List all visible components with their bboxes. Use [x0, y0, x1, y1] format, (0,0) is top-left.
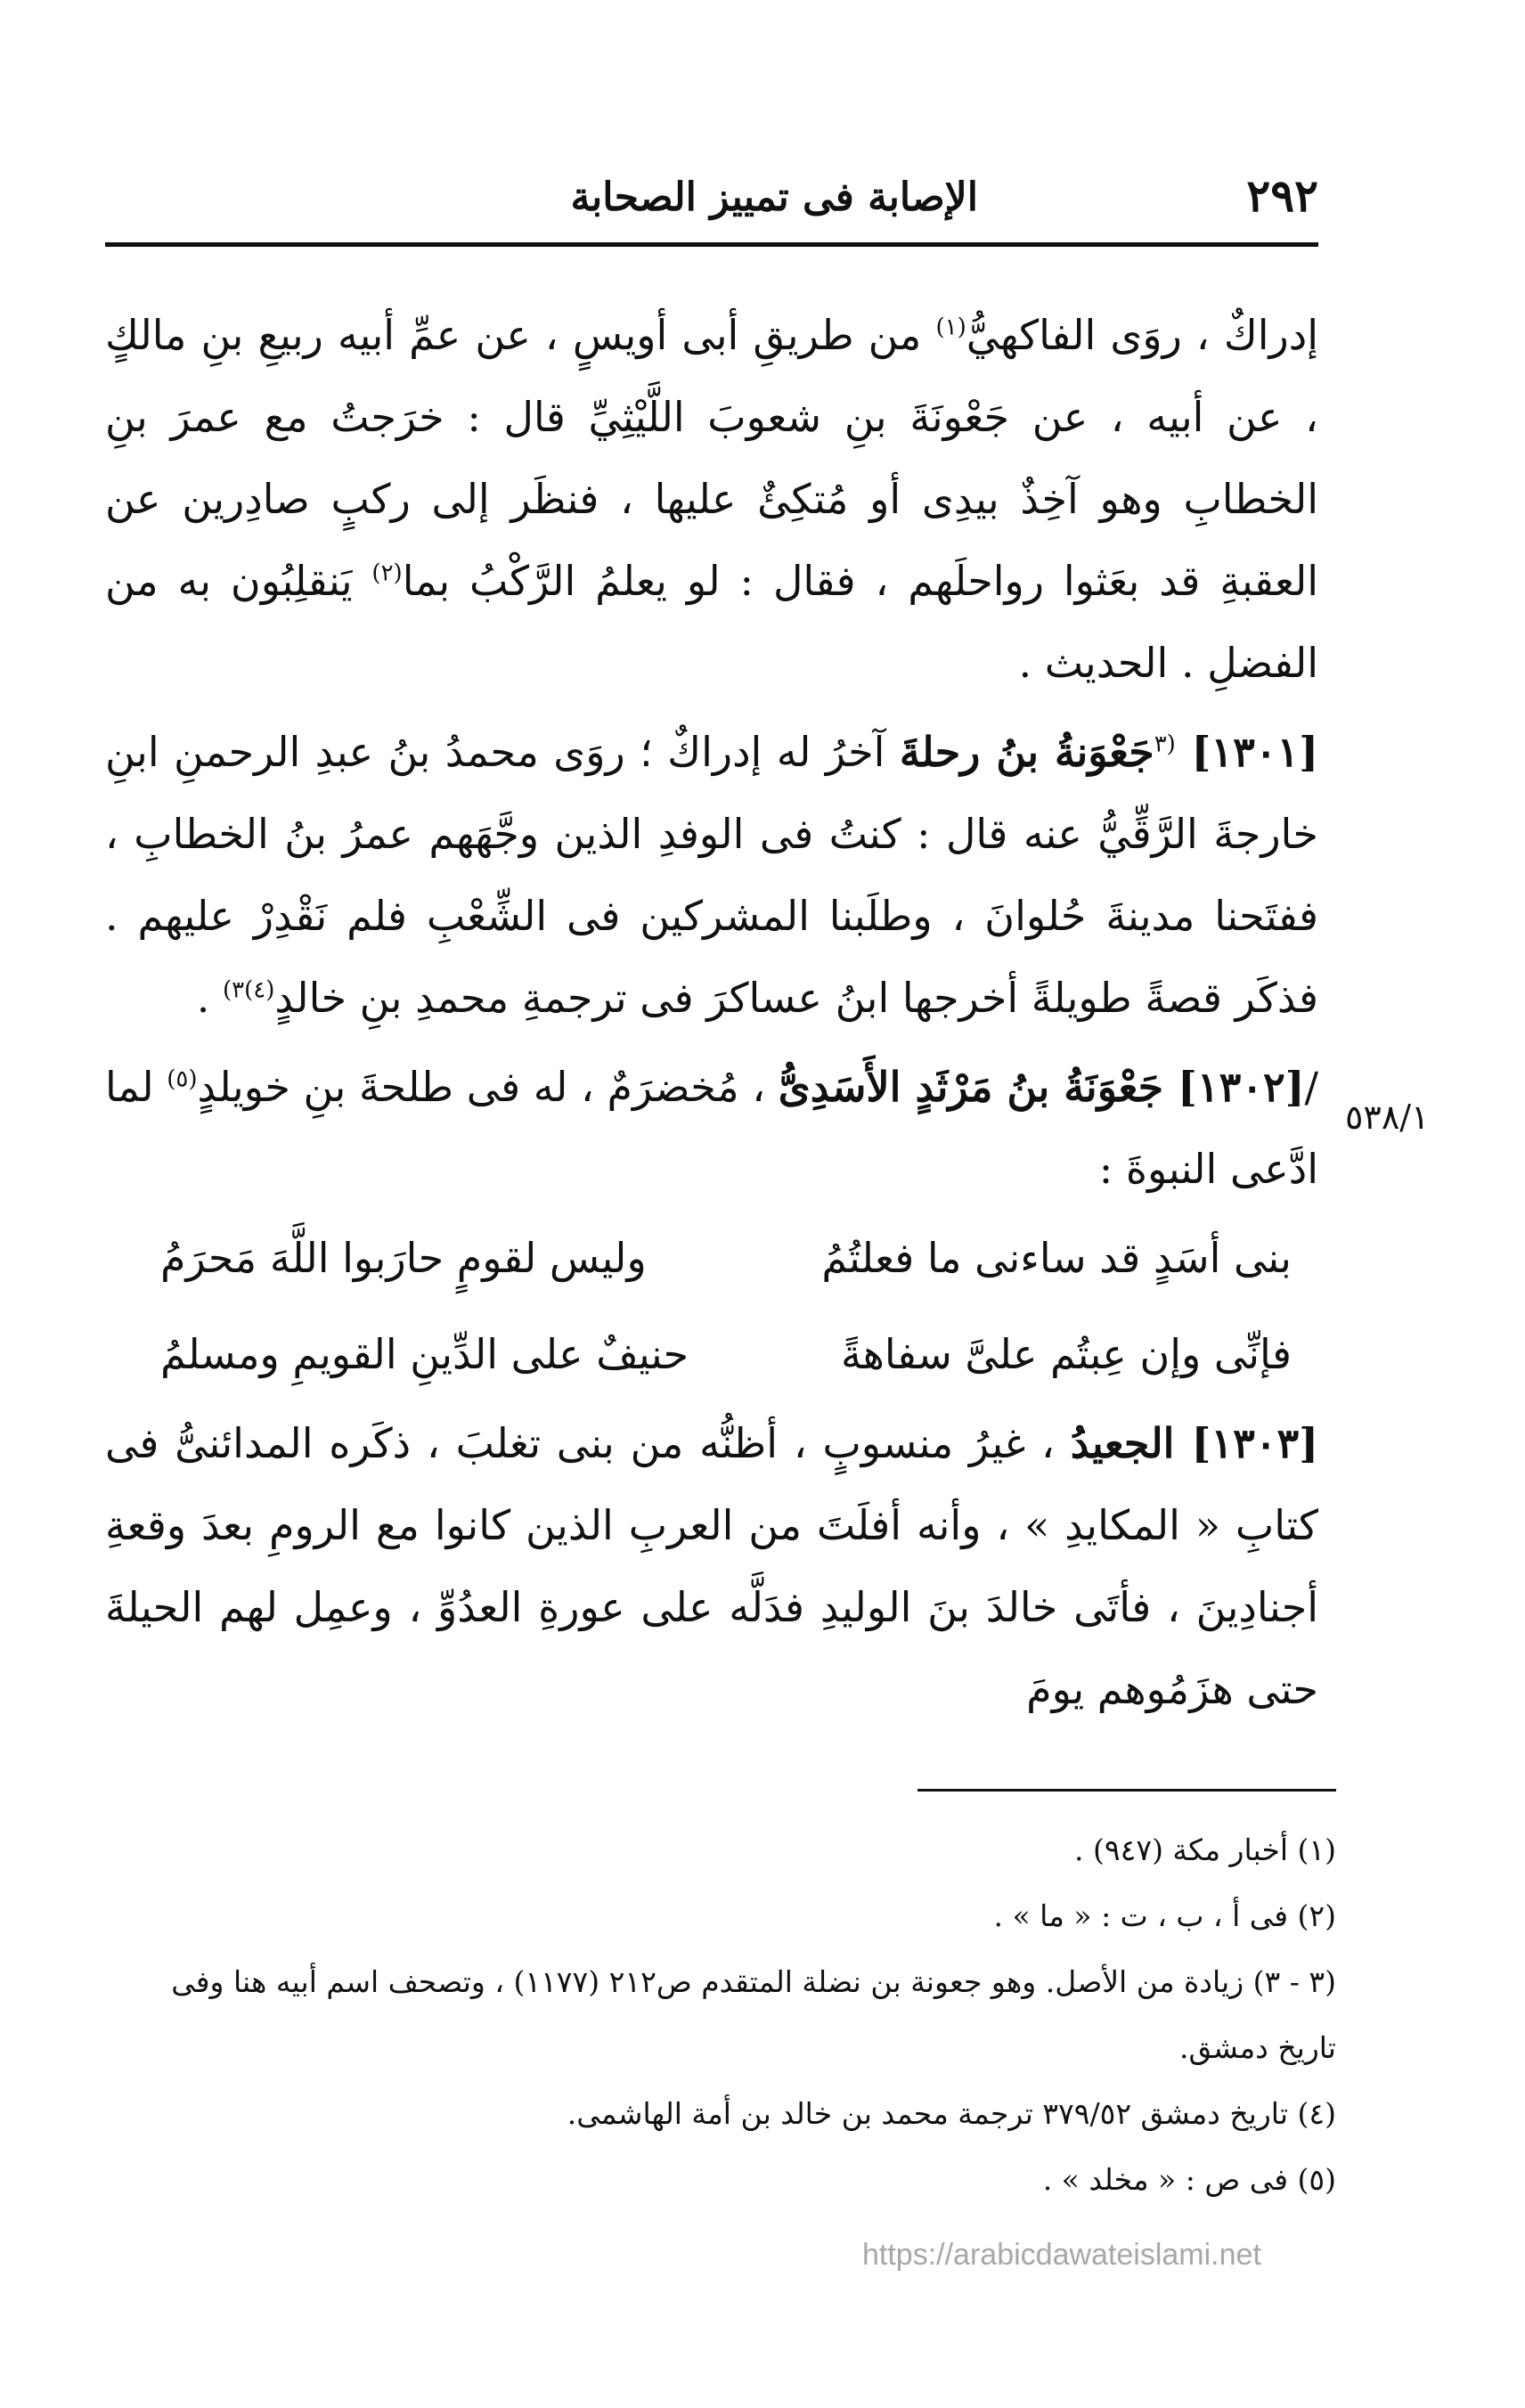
text-run: يَنقلِبُون به من الفضلِ . الحديث . — [105, 557, 1318, 687]
entry-heading: [١٣٠٢] جَعْوَنَةُ بنُ مَرْثَدٍ الأَسَدِىُّ — [778, 1063, 1305, 1111]
text-run: ، غيرُ منسوبٍ ، أظنُّه من بنى تغلبَ ، ذكَره المدائنىُّ فى كتابِ « المكايدِ » ، وأنه أفلَتَ من العربِ الذين كانوا مع الرومِ بعدَ وقعةِ أجنادِينَ ، فأتَى خالدَ بنَ الوليدِ فدَلَّه على عورةِ العدُوِّ ، وعمِل لهم الحيلةَ حتى هزَمُوهم يومَ — [105, 1419, 1318, 1713]
verse-first-hemistich: فإنِّى وإن عِبتُم علىَّ سفاهةً — [841, 1330, 1292, 1378]
footnote-rule — [917, 1789, 1336, 1792]
verse-second-hemistich: وليس لقومٍ حارَبوا اللَّهَ مَحرَمُ — [160, 1234, 647, 1282]
watermark-url: https://arabicdawateislami.net — [862, 2238, 1261, 2272]
footnote: (٤) تاريخ دمشق ٣٧٩/٥٢ ترجمة محمد بن خالد بن أمة الهاشمى. — [567, 2096, 1336, 2131]
main-text — [105, 294, 1318, 1730]
entry-1302 — [105, 1046, 1318, 1210]
verse-second-hemistich: حنيفٌ على الدِّينِ القويمِ ومسلمُ — [160, 1330, 689, 1378]
footnote-marker: (٣ — [1154, 731, 1176, 758]
paragraph — [105, 294, 1318, 704]
text-run: ، مُخضرَمٌ ، له فى طلحةَ بنِ خويلدٍ — [197, 1063, 779, 1111]
footnote-marker: (٤)٣) — [223, 976, 275, 1004]
verse-first-hemistich: بنى أسَدٍ قد ساءنى ما فعلتُمُ — [821, 1234, 1292, 1282]
footnote: (٥) فى ص : « مخلد » . — [1042, 2162, 1336, 2197]
verse-line — [160, 1306, 1292, 1402]
footnote: (١) أخبار مكة (٩٤٧) . — [1074, 1833, 1336, 1867]
text-run: / — [1304, 1063, 1318, 1111]
entry-1303 — [105, 1402, 1318, 1730]
entry-heading: [١٣٠١] — [1175, 728, 1318, 776]
header-rule — [105, 242, 1318, 247]
footnote: (٢) فى أ ، ب ، ت : « ما » . — [993, 1898, 1336, 1933]
running-title: الإصابة فى تمييز الصحابة — [570, 175, 978, 220]
footnotes — [116, 1817, 1336, 2213]
page-header — [105, 151, 1318, 241]
text-run: من طريقِ أبى أويسٍ ، عن عمِّ أبيه ربيعِ بنِ مالكٍ ، عن أبيه ، عن جَعْونَةَ بنِ شعوبَ اللَّيْثِيِّ قال : خرَجتُ مع عمرَ بنِ الخطابِ وهو آخِذٌ بيدِى أو مُتكِئٌ عليها ، فنظَر إلى ركبٍ صادِرين عن العقبةِ قد بعَثوا رواحلَهم ، فقال : لو يعلمُ الرَّكْبُ بما — [105, 311, 1318, 605]
margin-reference: ٥٣٨/١ — [1345, 1098, 1430, 1137]
entry-heading: جَعْوَنةُ بنُ رحلةَ — [899, 728, 1154, 776]
page-number: ٢٩٢ — [1246, 169, 1318, 222]
text-run: لما ادَّعى النبوةَ : — [105, 1063, 1318, 1193]
text-run: إدراكٌ ، روَى الفاكهيُّ — [966, 311, 1318, 359]
entry-heading: [١٣٠٣] الجعيدُ — [1070, 1419, 1318, 1467]
verse-line — [160, 1210, 1292, 1306]
footnote-marker: (٥) — [167, 1065, 198, 1093]
footnote-marker: (٢) — [371, 559, 403, 587]
text-run: آخرُ له إدراكٌ ؛ روَى محمدُ بنُ عبدِ الرحمنِ ابنِ خارجةَ الرَّقِّيُّ عنه قال : كنتُ فى الوفدِ الذين وجَّهَهم عمرُ بنُ الخطابِ ، ففتَحنا مدينةَ حُلوانَ ، وطلَبنا المشركين فى الشِّعْبِ فلم نَقْدِرْ عليهم . فذكَر قصةً طويلةً أخرجها ابنُ عساكرَ فى ترجمةِ محمدِ بنِ خالدٍ — [105, 728, 1318, 1022]
entry-1301 — [105, 711, 1318, 1039]
footnote: (٣ - ٣) زيادة من الأصل. وهو جعونة بن نضلة المتقدم ص٢١٢ (١١٧٧) ، وتصحف اسم أبيه هنا وفى تاريخ دمشق. — [171, 1964, 1336, 2065]
footnote-marker: (١) — [935, 314, 966, 341]
text-run: . — [196, 974, 223, 1022]
